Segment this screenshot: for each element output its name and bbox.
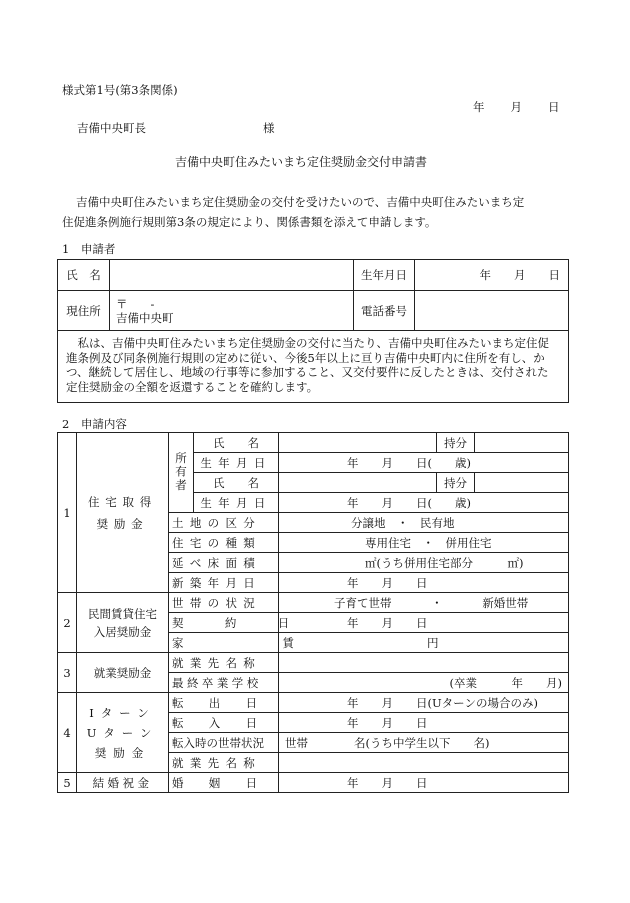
house-type-label: 住宅の種類: [169, 533, 279, 553]
group-5-label: 結婚祝金: [77, 773, 169, 793]
land-type-field[interactable]: 分譲地 ・ 民有地: [279, 513, 569, 533]
household-option-newlywed[interactable]: 新婚世帯: [482, 595, 529, 610]
owner1-birth-label: 生年月日: [194, 453, 279, 473]
owner1-name-label: 氏 名: [194, 433, 279, 453]
employer-label-4: 就業先名称: [169, 753, 279, 773]
owner2-name-field[interactable]: [279, 473, 437, 493]
family-status-field[interactable]: 世帯 名(うち中学生以下 名): [279, 733, 569, 753]
last-school-label: 最終卒業学校: [169, 673, 279, 693]
group-2-label-line2: 入居奨励金: [93, 624, 152, 639]
name-field[interactable]: [110, 260, 354, 291]
section-2-heading: 2 申請内容: [62, 417, 127, 431]
owner1-name-field[interactable]: [279, 433, 437, 453]
owner1-share-field[interactable]: [475, 433, 569, 453]
employer-label-3: 就業先名称: [169, 653, 279, 673]
marriage-date-label: 婚姻日: [169, 773, 279, 793]
addressee-mayor: 吉備中央町長: [77, 121, 146, 135]
moveout-field[interactable]: 年 月 日(Uターンの場合のみ): [279, 693, 569, 713]
rent-label: 家賃: [169, 633, 279, 653]
group-2-label: [77, 593, 169, 653]
marriage-date-field[interactable]: 年 月 日: [279, 773, 569, 793]
group-4-number: 4: [58, 693, 77, 773]
birthdate-label: 生年月日: [354, 260, 415, 291]
address-field[interactable]: [110, 291, 354, 331]
group-1-label: [77, 433, 169, 593]
moveout-label: 転出日: [169, 693, 279, 713]
contract-date-field[interactable]: 年 月 日: [279, 613, 569, 633]
town-name: 吉備中央町: [116, 310, 174, 325]
employer-field-4[interactable]: [279, 753, 569, 773]
floor-area-field[interactable]: ㎡(うち併用住宅部分 ㎡): [279, 553, 569, 573]
application-details-table: [57, 432, 569, 793]
owner2-name-label: 氏 名: [194, 473, 279, 493]
form-number: 様式第1号(第3条関係): [62, 83, 178, 97]
owner2-share-field[interactable]: [475, 473, 569, 493]
address-label: 現住所: [58, 291, 110, 331]
addressee-honorific: 様: [263, 121, 275, 135]
section-1-heading: 1 申請者: [62, 242, 116, 256]
group-4-label-line1: Iターン: [89, 705, 156, 720]
household-status-field[interactable]: [279, 593, 569, 613]
built-date-label: 新築年月日: [169, 573, 279, 593]
applicant-table: [57, 259, 569, 403]
group-2-label-line1: 民間賃貸住宅: [88, 606, 157, 621]
intro-line-1: 吉備中央町住みたいまち定住奨励金の交付を受けたいので、吉備中央町住みたいまち定: [76, 195, 525, 209]
application-date: 年 月 日: [473, 100, 561, 114]
group-4-label-line3: 奨励金: [94, 745, 151, 760]
group-4-label-line2: Uターン: [86, 725, 159, 740]
owner2-share-label: 持分: [437, 473, 475, 493]
owner2-birth-label: 生年月日: [194, 493, 279, 513]
house-type-field[interactable]: 専用住宅 ・ 併用住宅: [279, 533, 569, 553]
group-1-label-line2: 奨励金: [96, 516, 149, 531]
intro-line-2: 住促進条例施行規則第3条の規定により、関係書類を添えて申請します。: [62, 215, 437, 229]
built-date-field[interactable]: 年 月 日: [279, 573, 569, 593]
household-option-childrearing[interactable]: 子育て世帯: [334, 595, 392, 610]
birthdate-field[interactable]: 年 月 日: [415, 260, 569, 291]
phone-label: 電話番号: [354, 291, 415, 331]
floor-area-label: 延べ床面積: [169, 553, 279, 573]
owner2-birth-field[interactable]: 年 月 日( 歳): [279, 493, 569, 513]
family-status-label: 転入時の世帯状況: [169, 733, 279, 753]
group-2-number: 2: [58, 593, 77, 653]
pledge-statement: 私は、吉備中央町住みたいまち定住奨励金の交付に当たり、吉備中央町住みたいまち定住促進条例及び同条例施行規則の定めに従い、今後5年以上に亘り吉備中央町内に住所を有し、かつ、継続して居住し、地域の行事等に参加すること、又交付要件に反したときは、交付された定住奨励金の全額を返還することを確約します。: [58, 331, 569, 403]
postal-code: 〒 -: [116, 296, 155, 311]
document-title: 吉備中央町住みたいまち定住奨励金交付申請書: [175, 155, 428, 169]
employer-field-3[interactable]: [279, 653, 569, 673]
owner1-share-label: 持分: [437, 433, 475, 453]
movein-label: 転入日: [169, 713, 279, 733]
contract-date-label: 契約日: [169, 613, 279, 633]
phone-field[interactable]: [415, 291, 569, 331]
group-3-label: 就業奨励金: [77, 653, 169, 693]
land-type-label: 土地の区分: [169, 513, 279, 533]
household-separator: ・: [431, 595, 443, 610]
last-school-field[interactable]: (卒業 年 月): [279, 673, 569, 693]
group-3-number: 3: [58, 653, 77, 693]
group-4-label: [77, 693, 169, 773]
rent-field[interactable]: 円: [279, 633, 569, 653]
owner1-birth-field[interactable]: 年 月 日( 歳): [279, 453, 569, 473]
household-status-label: 世帯の状況: [169, 593, 279, 613]
group-5-number: 5: [58, 773, 77, 793]
group-1-label-line1: 住宅取得: [88, 494, 157, 509]
owner-label: 所有者: [169, 433, 194, 513]
name-label: 氏 名: [58, 260, 110, 291]
movein-field[interactable]: 年 月 日: [279, 713, 569, 733]
group-1-number: 1: [58, 433, 77, 593]
